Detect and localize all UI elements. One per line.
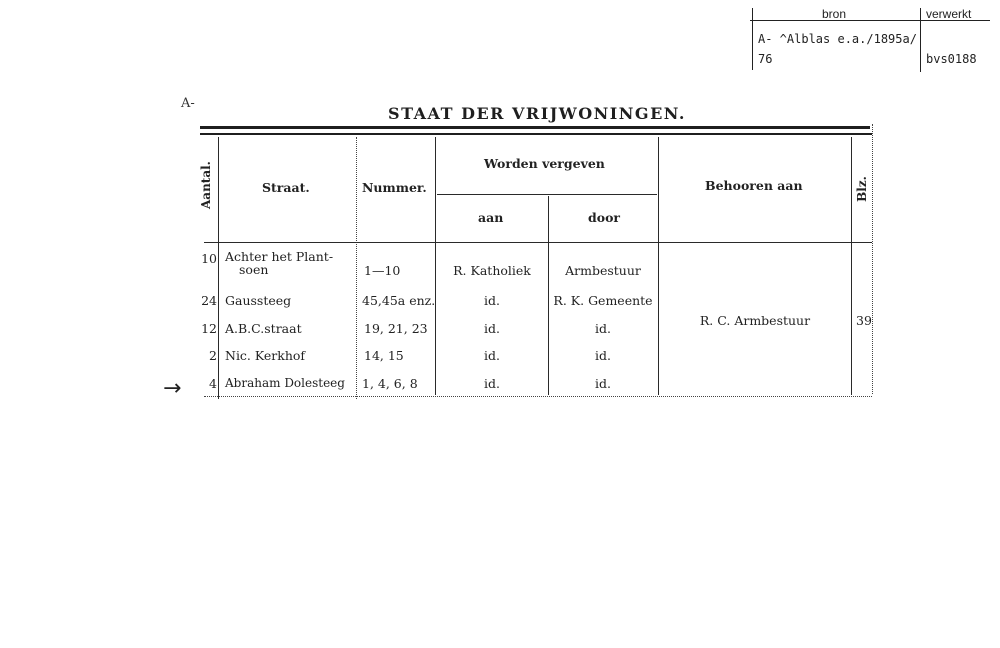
header-door: door [588, 210, 621, 225]
row5-nummer: 1, 4, 6, 8 [362, 376, 418, 391]
stamp-bron-line1: A- ^Alblas e.a./1895a/ [758, 32, 917, 46]
row2-nummer: 45,45a enz. [362, 293, 436, 308]
col-divider-straat [356, 137, 357, 399]
row5-aantal: 4 [209, 376, 217, 391]
worden-vergeven-rule [437, 194, 657, 195]
header-behooren-aan: Behooren aan [705, 178, 803, 193]
row4-nummer: 14, 15 [364, 348, 404, 363]
stamp-header-verwerkt: verwerkt [926, 7, 972, 21]
header-blz: Blz. [855, 176, 869, 202]
row5-straat: Abraham Dolesteeg [225, 376, 345, 390]
col-divider-door [658, 137, 659, 395]
row1-aan: R. Katholiek [453, 263, 531, 278]
col-divider-aantal [218, 137, 219, 399]
stamp-header-bron: bron [822, 7, 847, 21]
corner-mark: A- [181, 96, 195, 111]
row3-door: id. [595, 321, 611, 336]
table-bottom-rule [204, 396, 872, 397]
blz-value: 39 [856, 313, 872, 328]
header-aan: aan [478, 210, 504, 225]
col-divider-behooren [851, 137, 852, 395]
archive-stamp [750, 6, 990, 72]
stamp-bron-line2: 76 [758, 52, 773, 66]
row4-aantal: 2 [209, 348, 217, 363]
right-edge-line [872, 124, 873, 394]
stamp-verwerkt-code: bvs0188 [926, 52, 977, 66]
row2-aantal: 24 [201, 293, 217, 308]
row4-door: id. [595, 348, 611, 363]
row3-straat: A.B.C.straat [225, 321, 302, 336]
row3-nummer: 19, 21, 23 [364, 321, 428, 336]
stamp-left-border [752, 8, 753, 70]
row3-aan: id. [484, 321, 500, 336]
row1-straat [225, 250, 333, 276]
row2-door: R. K. Gemeente [553, 293, 653, 308]
header-aantal: Aantal. [199, 161, 213, 209]
top-rule-thin [200, 133, 872, 135]
arrow-icon: → [163, 376, 182, 401]
row4-straat: Nic. Kerkhof [225, 348, 306, 363]
row1-straat-line1: Achter het Plant- [225, 249, 334, 264]
row3-aantal: 12 [201, 321, 217, 336]
behooren-aan-value: R. C. Armbestuur [699, 313, 811, 328]
header-bottom-rule [204, 242, 872, 243]
row2-aan: id. [484, 293, 500, 308]
row1-aantal: 10 [201, 251, 217, 266]
row5-door: id. [595, 376, 611, 391]
row1-door: Armbestuur [565, 263, 641, 278]
row5-aan: id. [484, 376, 500, 391]
header-straat: Straat. [262, 180, 310, 195]
row2-straat: Gaussteeg [225, 293, 292, 308]
row4-aan: id. [484, 348, 500, 363]
row1-nummer: 1—10 [364, 263, 401, 278]
col-divider-nummer [435, 137, 436, 395]
top-rule-thick [200, 126, 870, 129]
header-nummer: Nummer. [362, 180, 427, 195]
document-title: STAAT DER VRIJWONINGEN. [388, 104, 686, 123]
row1-straat-line2: soen [239, 262, 269, 277]
stamp-divider [920, 8, 921, 72]
header-worden-vergeven: Worden vergeven [484, 156, 605, 171]
